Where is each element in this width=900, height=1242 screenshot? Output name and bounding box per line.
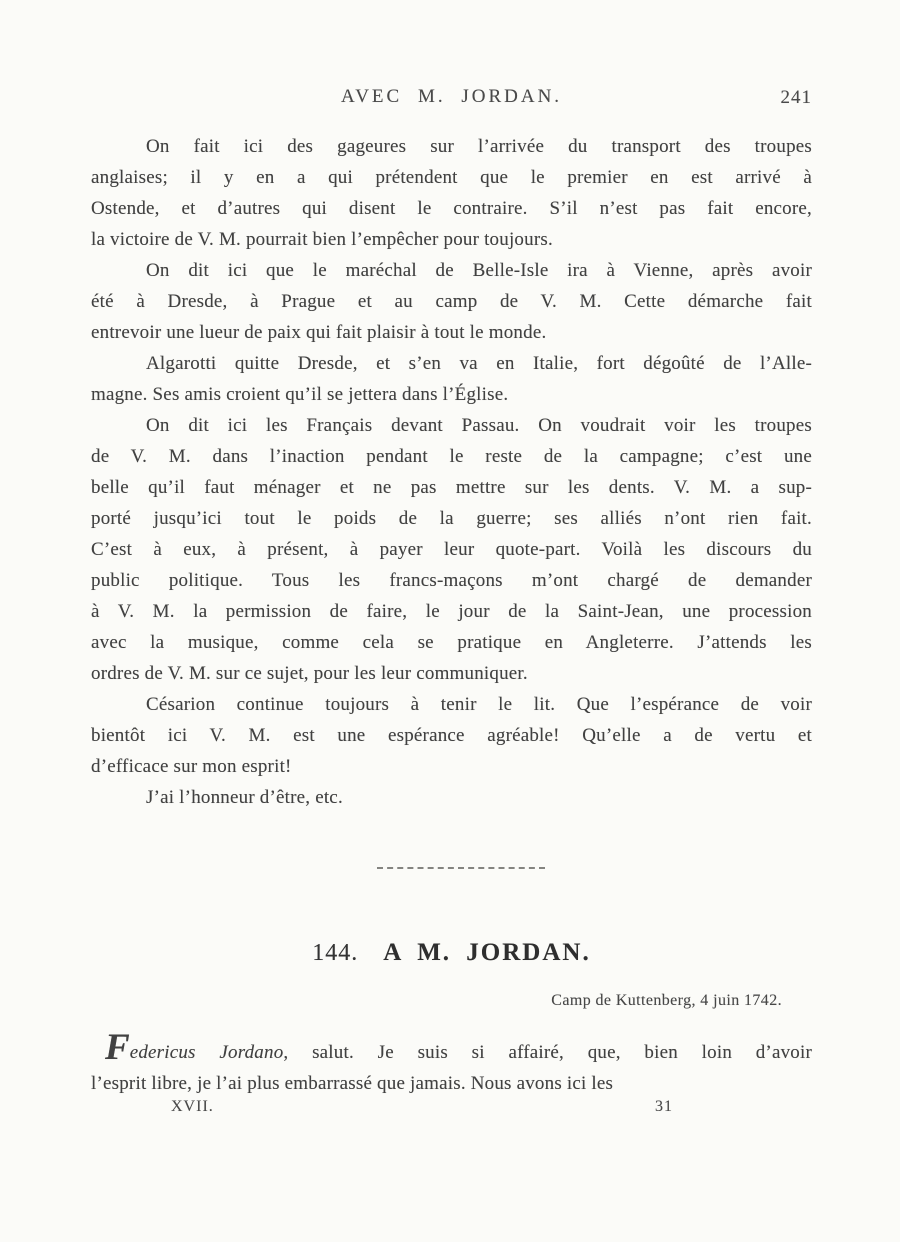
text-line: d’efficace sur mon esprit! [91, 756, 292, 777]
letter-143-body [91, 131, 812, 813]
opening-line1-rest: , salut. Je suis si affairé, que, bien loin d’avoir [283, 1042, 812, 1063]
text-line: On dit ici les Français devant Passau. On voudrait voir les troupes [146, 415, 812, 436]
text-line: Césarion continue toujours à tenir le lit. Que l’espérance de voir [146, 694, 812, 715]
running-head [91, 86, 812, 110]
text-line: la victoire de V. M. pourrait bien l’empêcher pour toujours. [91, 229, 553, 250]
page-number: 241 [780, 87, 812, 108]
running-title: AVEC M. JORDAN. [340, 86, 563, 107]
text-line: J’ai l’honneur d’être, etc. [146, 787, 343, 808]
text-line: à V. M. la permission de faire, le jour de la Saint-Jean, une procession [91, 601, 812, 622]
salutation-name: edericus Jordano [129, 1042, 284, 1063]
text-line: On dit ici que le maréchal de Belle-Isle ira à Vienne, après avoir [146, 260, 812, 281]
letter-144-heading [91, 938, 812, 971]
dateline: Camp de Kuttenberg, 4 juin 1742. [551, 992, 782, 1009]
section-divider [377, 867, 545, 869]
text-line: l’esprit libre, je l’ai plus embarrassé que jamais. Nous avons ici les [91, 1073, 614, 1094]
footer-volume-mark: XVII. [171, 1098, 214, 1115]
text-line: porté jusqu’ici tout le poids de la guerre; ses alliés n’ont rien fait. [91, 508, 812, 529]
footer-signature-mark: 31 [655, 1098, 673, 1115]
text-line: On fait ici des gageures sur l’arrivée du transport des troupes [146, 136, 812, 157]
text-line: Algarotti quitte Dresde, et s’en va en Italie, fort dégoûté de l’Alle- [146, 353, 812, 374]
text-line: été à Dresde, à Prague et au camp de V. M. Cette démarche fait [91, 291, 812, 312]
letter-title: A M. JORDAN. [383, 939, 591, 966]
text-line: ordres de V. M. sur ce sujet, pour les leur communiquer. [91, 663, 528, 684]
text-line: public politique. Tous les francs-maçons m’ont chargé de demander [91, 570, 812, 591]
text-line: magne. Ses amis croient qu’il se jettera dans l’Église. [91, 384, 509, 405]
text-line: Ostende, et d’autres qui disent le contraire. S’il n’est pas fait encore, [91, 198, 812, 219]
drop-cap-initial: F [105, 1027, 130, 1068]
text-line: anglaises; il y en a qui prétendent que le premier en est arrivé à [91, 167, 812, 188]
letter-number: 144. [312, 940, 359, 966]
text-line: bientôt ici V. M. est une espérance agréable! Qu’elle a de vertu et [91, 725, 812, 746]
text-line: C’est à eux, à présent, à payer leur quote-part. Voilà les discours du [91, 539, 812, 560]
text-line: avec la musique, comme cela se pratique en Angleterre. J’attends les [91, 632, 812, 653]
letter-144-opening [91, 1027, 812, 1099]
text-line: belle qu’il faut ménager et ne pas mettre sur les dents. V. M. a sup- [91, 477, 812, 498]
text-line: entrevoir une lueur de paix qui fait plaisir à tout le monde. [91, 322, 547, 343]
text-line: de V. M. dans l’inaction pendant le reste de la campagne; c’est une [91, 446, 812, 467]
text-line [91, 1027, 812, 1068]
